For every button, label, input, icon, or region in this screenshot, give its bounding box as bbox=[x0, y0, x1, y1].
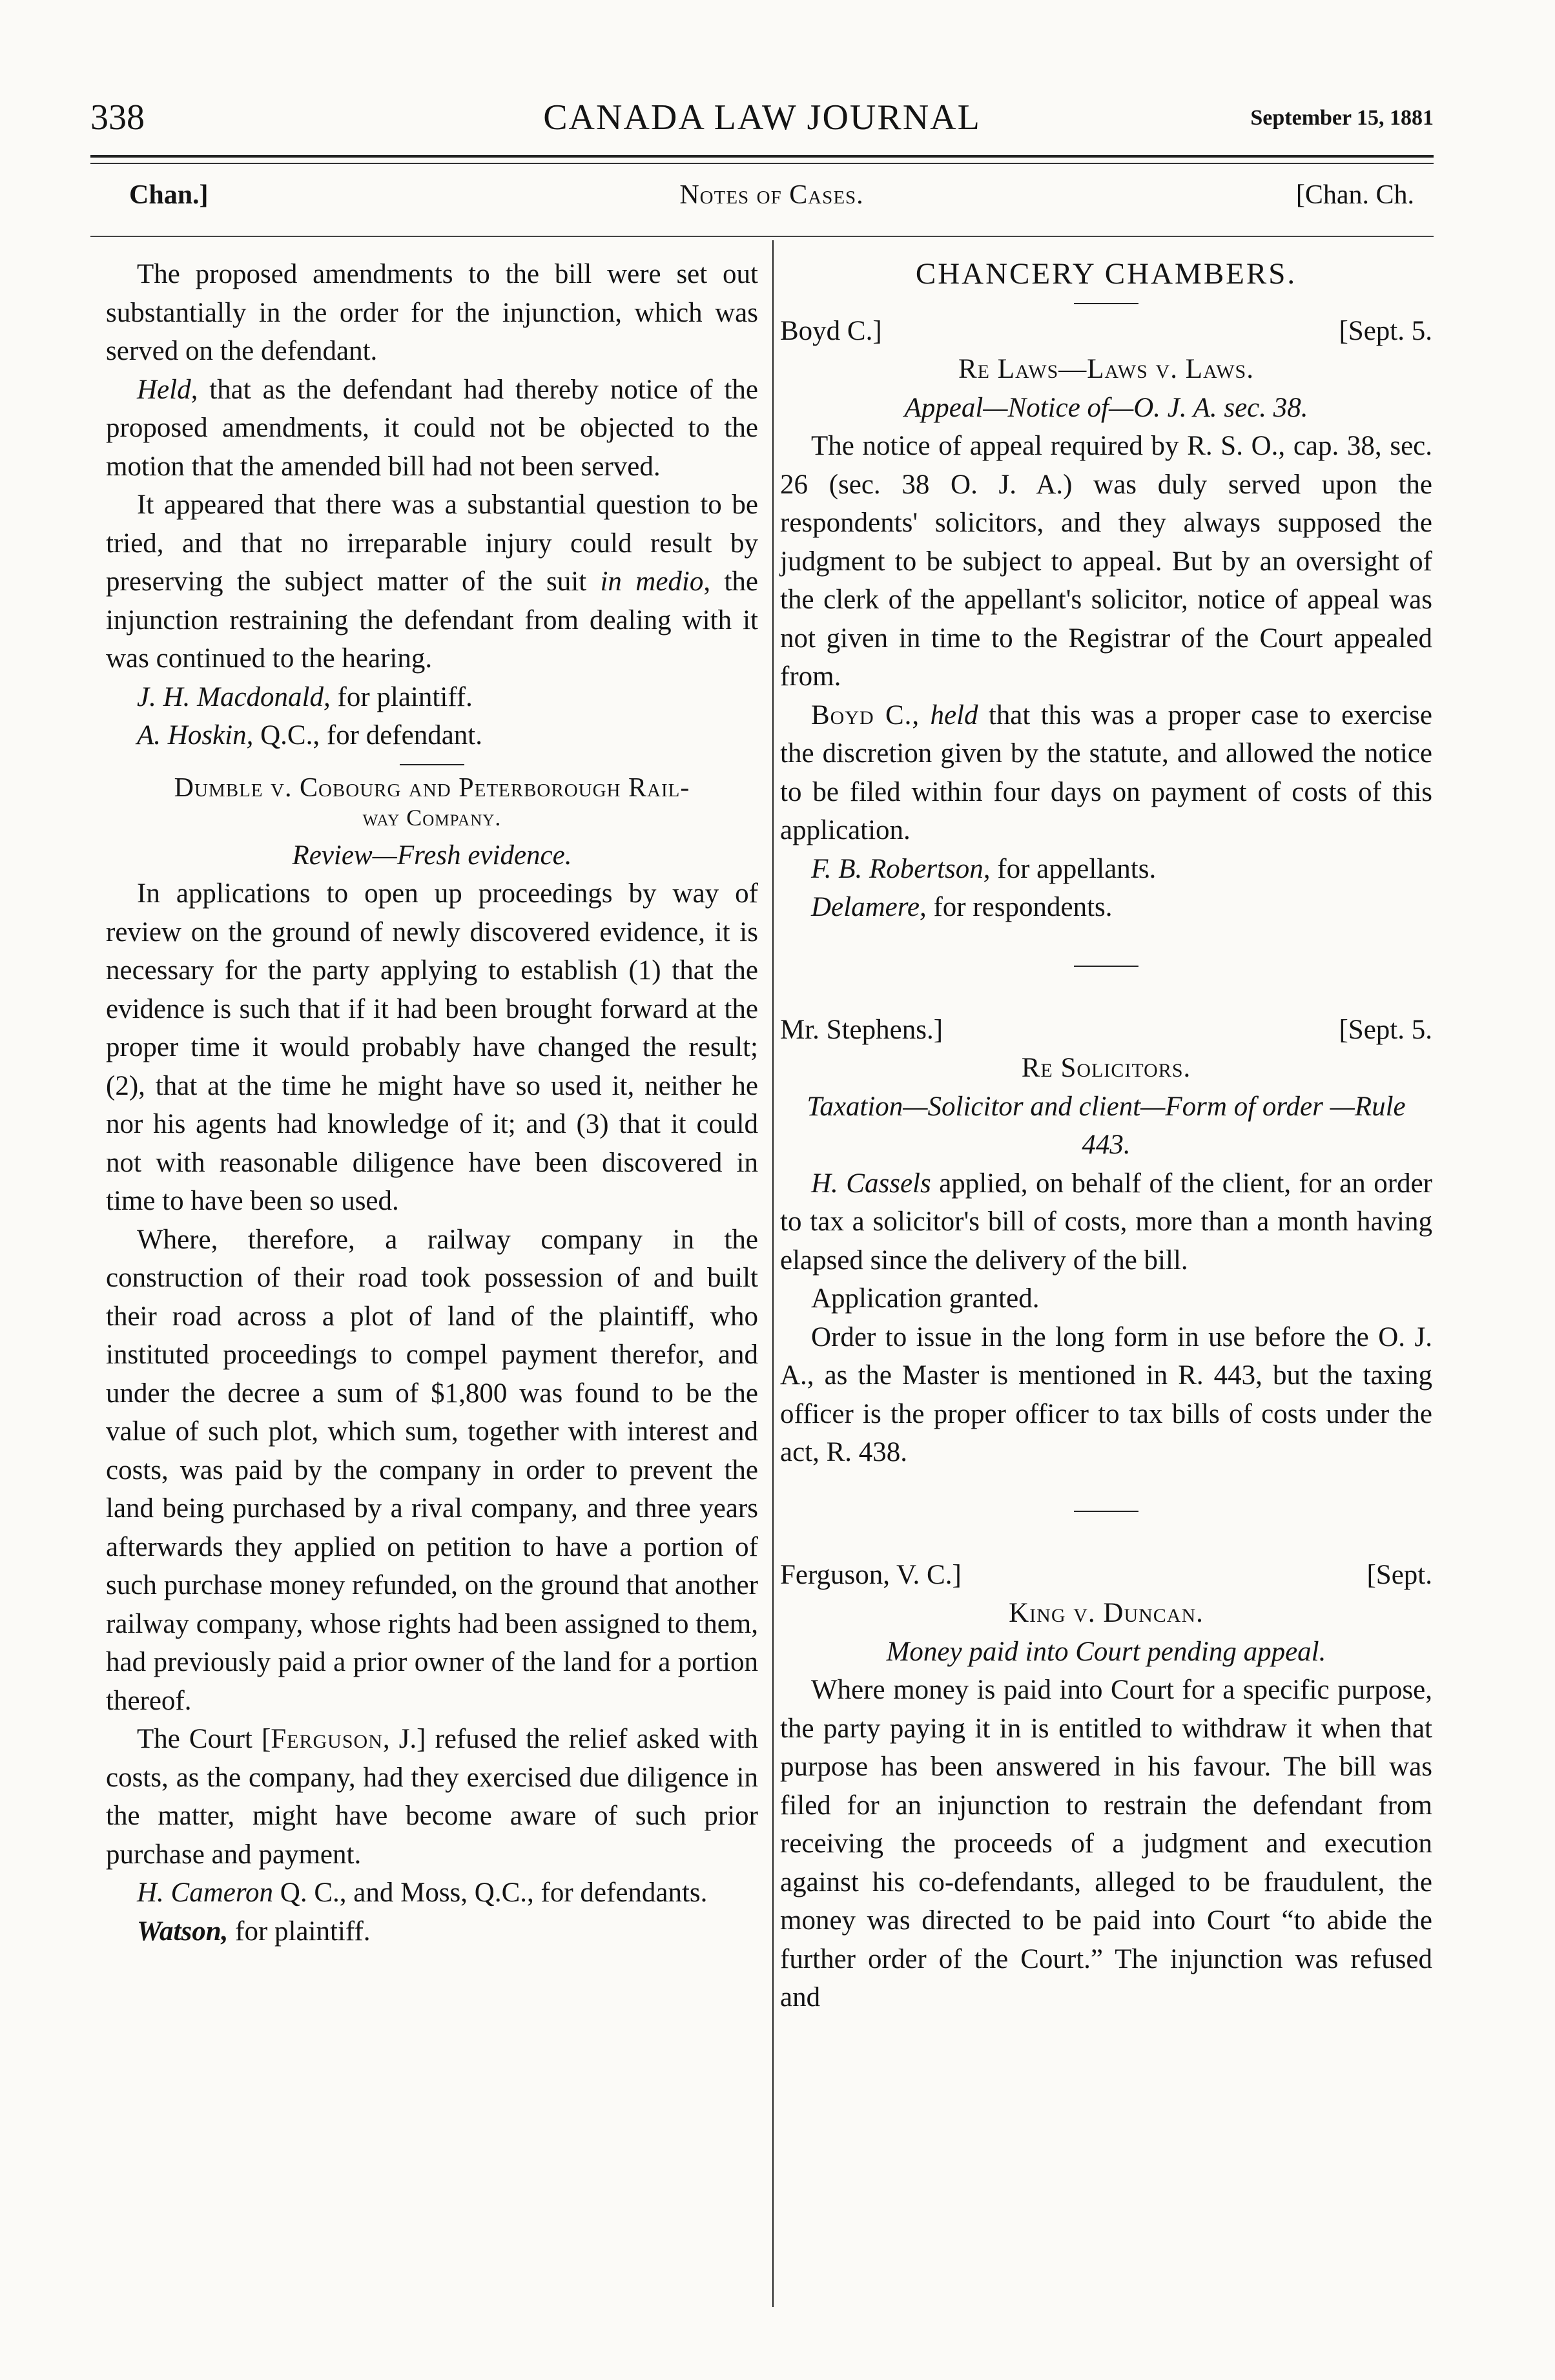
left-column bbox=[106, 255, 758, 1951]
counsel-line: Watson, for plaintiff. bbox=[137, 1916, 371, 1947]
column-divider bbox=[772, 240, 774, 2307]
paragraph: It appeared that there was a substantial question to be tried, and that no irreparable injury could result by preserving the subject matter of the suit in medio, the injunction restraining the defendant from dealing with it was continued to the hearing. bbox=[106, 490, 758, 674]
paragraph: H. Cassels applied, on behalf of the client, for an order to tax a solicitor's bill of costs, more than a month having elapsed since the delivery of the bill. bbox=[780, 1168, 1433, 1276]
paragraph: Where, therefore, a railway company in the construction of their road took possession of and built their road across a plot of land of the plaintiff, who instituted proceedings to compel payment therefor, and under the decree a sum of $1,800 was found to be the value of such plot, which sum, together with interest and costs, was paid by the company in order to prevent the land being purchased by a rival company, and three years afterwards they applied on petition to have a portion of such purchase money refunded, on the ground that another railway company, whose rights had been assigned to them, had previously paid a prior owner of the land for a portion thereof. bbox=[106, 1224, 758, 1716]
judge-line bbox=[780, 1011, 1432, 1050]
case-subtitle: Taxation—Solicitor and client—Form of order —Rule 443. bbox=[807, 1091, 1406, 1160]
counsel-line: J. H. Macdonald, for plaintiff. bbox=[137, 681, 473, 712]
case-title: Dumble v. Cobourg and Peterborough Rail- way Company. bbox=[174, 772, 690, 831]
counsel-line: H. Cameron Q. C., and Moss, Q.C., for defendants. bbox=[137, 1878, 708, 1908]
issue-date: September 15, 1881 bbox=[1250, 106, 1434, 130]
case-date: [Sept. 5. bbox=[1339, 1014, 1432, 1045]
judge-name: Boyd C.] bbox=[780, 315, 882, 346]
case-subtitle: Review—Fresh evidence. bbox=[292, 840, 572, 871]
section-header bbox=[129, 180, 1414, 218]
paragraph: The Court [Ferguson, J.] refused the relief asked with costs, as the company, had they exercised due diligence in the matter, might have become aware of such prior purchase and payment. bbox=[106, 1724, 758, 1870]
header-rule-thin bbox=[90, 163, 1434, 164]
case-title: Re Solicitors. bbox=[1021, 1053, 1191, 1083]
case-subtitle: Appeal—Notice of—O. J. A. sec. 38. bbox=[904, 392, 1308, 423]
right-column bbox=[780, 255, 1432, 2017]
case-title: King v. Duncan. bbox=[1009, 1598, 1204, 1628]
paragraph: The proposed amendments to the bill were set out substantially in the order for the injunction, which was served on the defendant. bbox=[106, 259, 758, 366]
paragraph: The notice of appeal required by R. S. O., cap. 38, sec. 26 (sec. 38 O. J. A.) was duly served upon the respondents' solicitors, and they always supposed the judgment to be subject to appeal. But by an oversight of the clerk of the appellant's solicitor, notice of appeal was not given in time to the Registrar of the Court appealed from. bbox=[780, 431, 1432, 692]
judge-line bbox=[780, 1556, 1432, 1595]
paragraph: Where money is paid into Court for a specific purpose, the party paying it in is entitled to withdraw it when that purpose has been answered in his favour. The bill was filed for an injunction to restrain the defendant from receiving the proceeds of a judgment and execution against his co-defendants, alleged to be fraudulent, the money was directed to be paid into Court “to abide the further order of the Court.” The injunction was refused and bbox=[780, 1675, 1432, 2013]
paragraph: Boyd C., held that this was a proper case to exercise the discretion given by the statute, and allowed the notice to be filed within four days on payment of costs of this application. bbox=[780, 699, 1432, 845]
case-subtitle: Money paid into Court pending appeal. bbox=[886, 1636, 1326, 1667]
paragraph: Order to issue in the long form in use before the O. J. A., as the Master is mentioned in R. 443, but the taxing officer is the proper officer to tax bills of costs under the act, R. 438. bbox=[780, 1321, 1432, 1467]
case-separator bbox=[1074, 303, 1138, 304]
paragraph: In applications to open up proceedings by way of review on the ground of newly discovered evidence, it is necessary for the party applying to establish (1) that the evidence is such that if it had been brought forward at the proper time it would probably have changed the result; (2), that at the time he might have so used it, neither he nor his agents had knowledge of it; and (3) that it could not with reasonable diligence have been discovered in time to have been so used. bbox=[106, 878, 758, 1216]
section-rule bbox=[90, 236, 1434, 237]
header-rule-thick bbox=[90, 155, 1434, 158]
judge-name: Mr. Stephens.] bbox=[780, 1014, 943, 1045]
case-date: [Sept. bbox=[1366, 1559, 1432, 1590]
case-date: [Sept. 5. bbox=[1339, 315, 1432, 346]
journal-title: CANADA LAW JOURNAL bbox=[543, 98, 981, 138]
court-left-label: Chan.] bbox=[129, 180, 209, 210]
paragraph: Application granted. bbox=[811, 1283, 1040, 1314]
case-separator bbox=[400, 764, 464, 765]
court-right-label: [Chan. Ch. bbox=[1295, 180, 1414, 210]
held-label: Held, bbox=[137, 374, 198, 405]
case-separator bbox=[1074, 1511, 1138, 1512]
case-separator bbox=[1074, 966, 1138, 967]
running-header bbox=[90, 97, 1434, 149]
judge-line bbox=[780, 312, 1432, 351]
paragraph: Held, that as the defendant had thereby notice of the proposed amendments, it could not be objected to the motion that the amended bill had not been served. bbox=[106, 374, 758, 482]
counsel-line: F. B. Robertson, for appellants. bbox=[811, 853, 1157, 884]
section-title: Notes of Cases. bbox=[679, 180, 864, 210]
chambers-heading: CHANCERY CHAMBERS. bbox=[915, 257, 1297, 291]
case-title: Re Laws—Laws v. Laws. bbox=[958, 354, 1254, 384]
page-number: 338 bbox=[90, 98, 145, 138]
counsel-line: Delamere, for respondents. bbox=[811, 892, 1113, 922]
counsel-line: A. Hoskin, Q.C., for defendant. bbox=[137, 720, 482, 750]
judge-name: Ferguson, V. C.] bbox=[780, 1559, 962, 1590]
